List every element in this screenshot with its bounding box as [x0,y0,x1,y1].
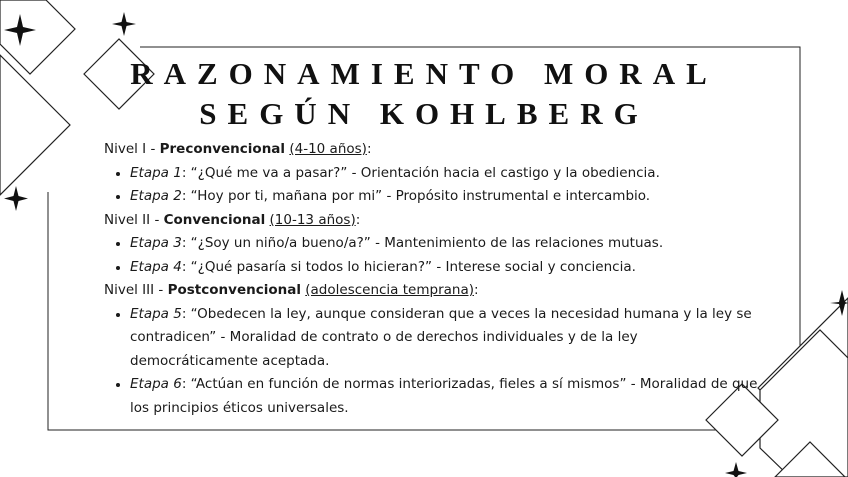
stage-text: : “Actúan en función de normas interiorizadas, fieles a sí mismos” - Moralidad de que los principios éticos universales. [130,376,758,416]
stage-list [104,303,764,421]
level-name: Preconvencional [159,141,286,157]
stage-item [130,256,764,280]
level-prefix: Nivel II - [104,211,164,228]
page-title-line-1: RAZONAMIENTO MORAL [130,56,718,91]
level-name: Convencional [163,211,266,228]
level-suffix: : [355,211,361,228]
level-heading [104,209,764,233]
stage-text: : “¿Soy un niño/a bueno/a?” - Mantenimiento de las relaciones mutuas. [181,235,664,251]
level-suffix: : [473,282,479,298]
stage-label: Etapa 3 [130,235,182,251]
stage-label: Etapa 1 [130,164,182,181]
sparkle-icon [725,462,747,477]
level-heading [104,138,764,162]
page-title-line-2: SEGÚN KOHLBERG [199,96,649,131]
stage-list [104,232,764,279]
stage-label: Etapa 2 [130,188,182,204]
stage-text: : “Hoy por ti, mañana por mi” - Propósito instrumental e intercambio. [181,188,651,204]
stage-list [104,162,764,209]
level-name: Postconvencional [167,282,301,298]
stage-item [130,373,764,420]
stage-item [130,185,764,209]
content-body [104,138,764,420]
level-prefix: Nivel I - [104,141,160,157]
stage-item [130,303,764,374]
stage-item [130,232,764,256]
level-suffix: : [366,141,372,157]
stage-label: Etapa 4 [130,258,182,275]
level-heading [104,279,764,303]
stage-text: : “¿Qué pasaría si todos lo hicieran?” - Interese social y conciencia. [181,258,636,275]
level-prefix: Nivel III - [104,282,168,298]
stage-label: Etapa 6 [130,376,182,392]
level-age: (10-13 años) [269,211,356,228]
level-age: (adolescencia temprana) [305,282,474,298]
stage-text: : “¿Qué me va a pasar?” - Orientación hacia el castigo y la obediencia. [181,164,660,181]
stage-label: Etapa 5 [130,305,182,322]
sparkle-icon [4,186,28,211]
sparkle-icon [112,12,136,36]
level-age: (4-10 años) [289,141,367,157]
stage-text: : “Obedecen la ley, aunque consideran que a veces la necesidad humana y la ley se contradicen” - Moralidad de contrato o de derechos individuales y de la ley democráticamente aceptada. [130,305,752,369]
stage-item [130,162,764,186]
